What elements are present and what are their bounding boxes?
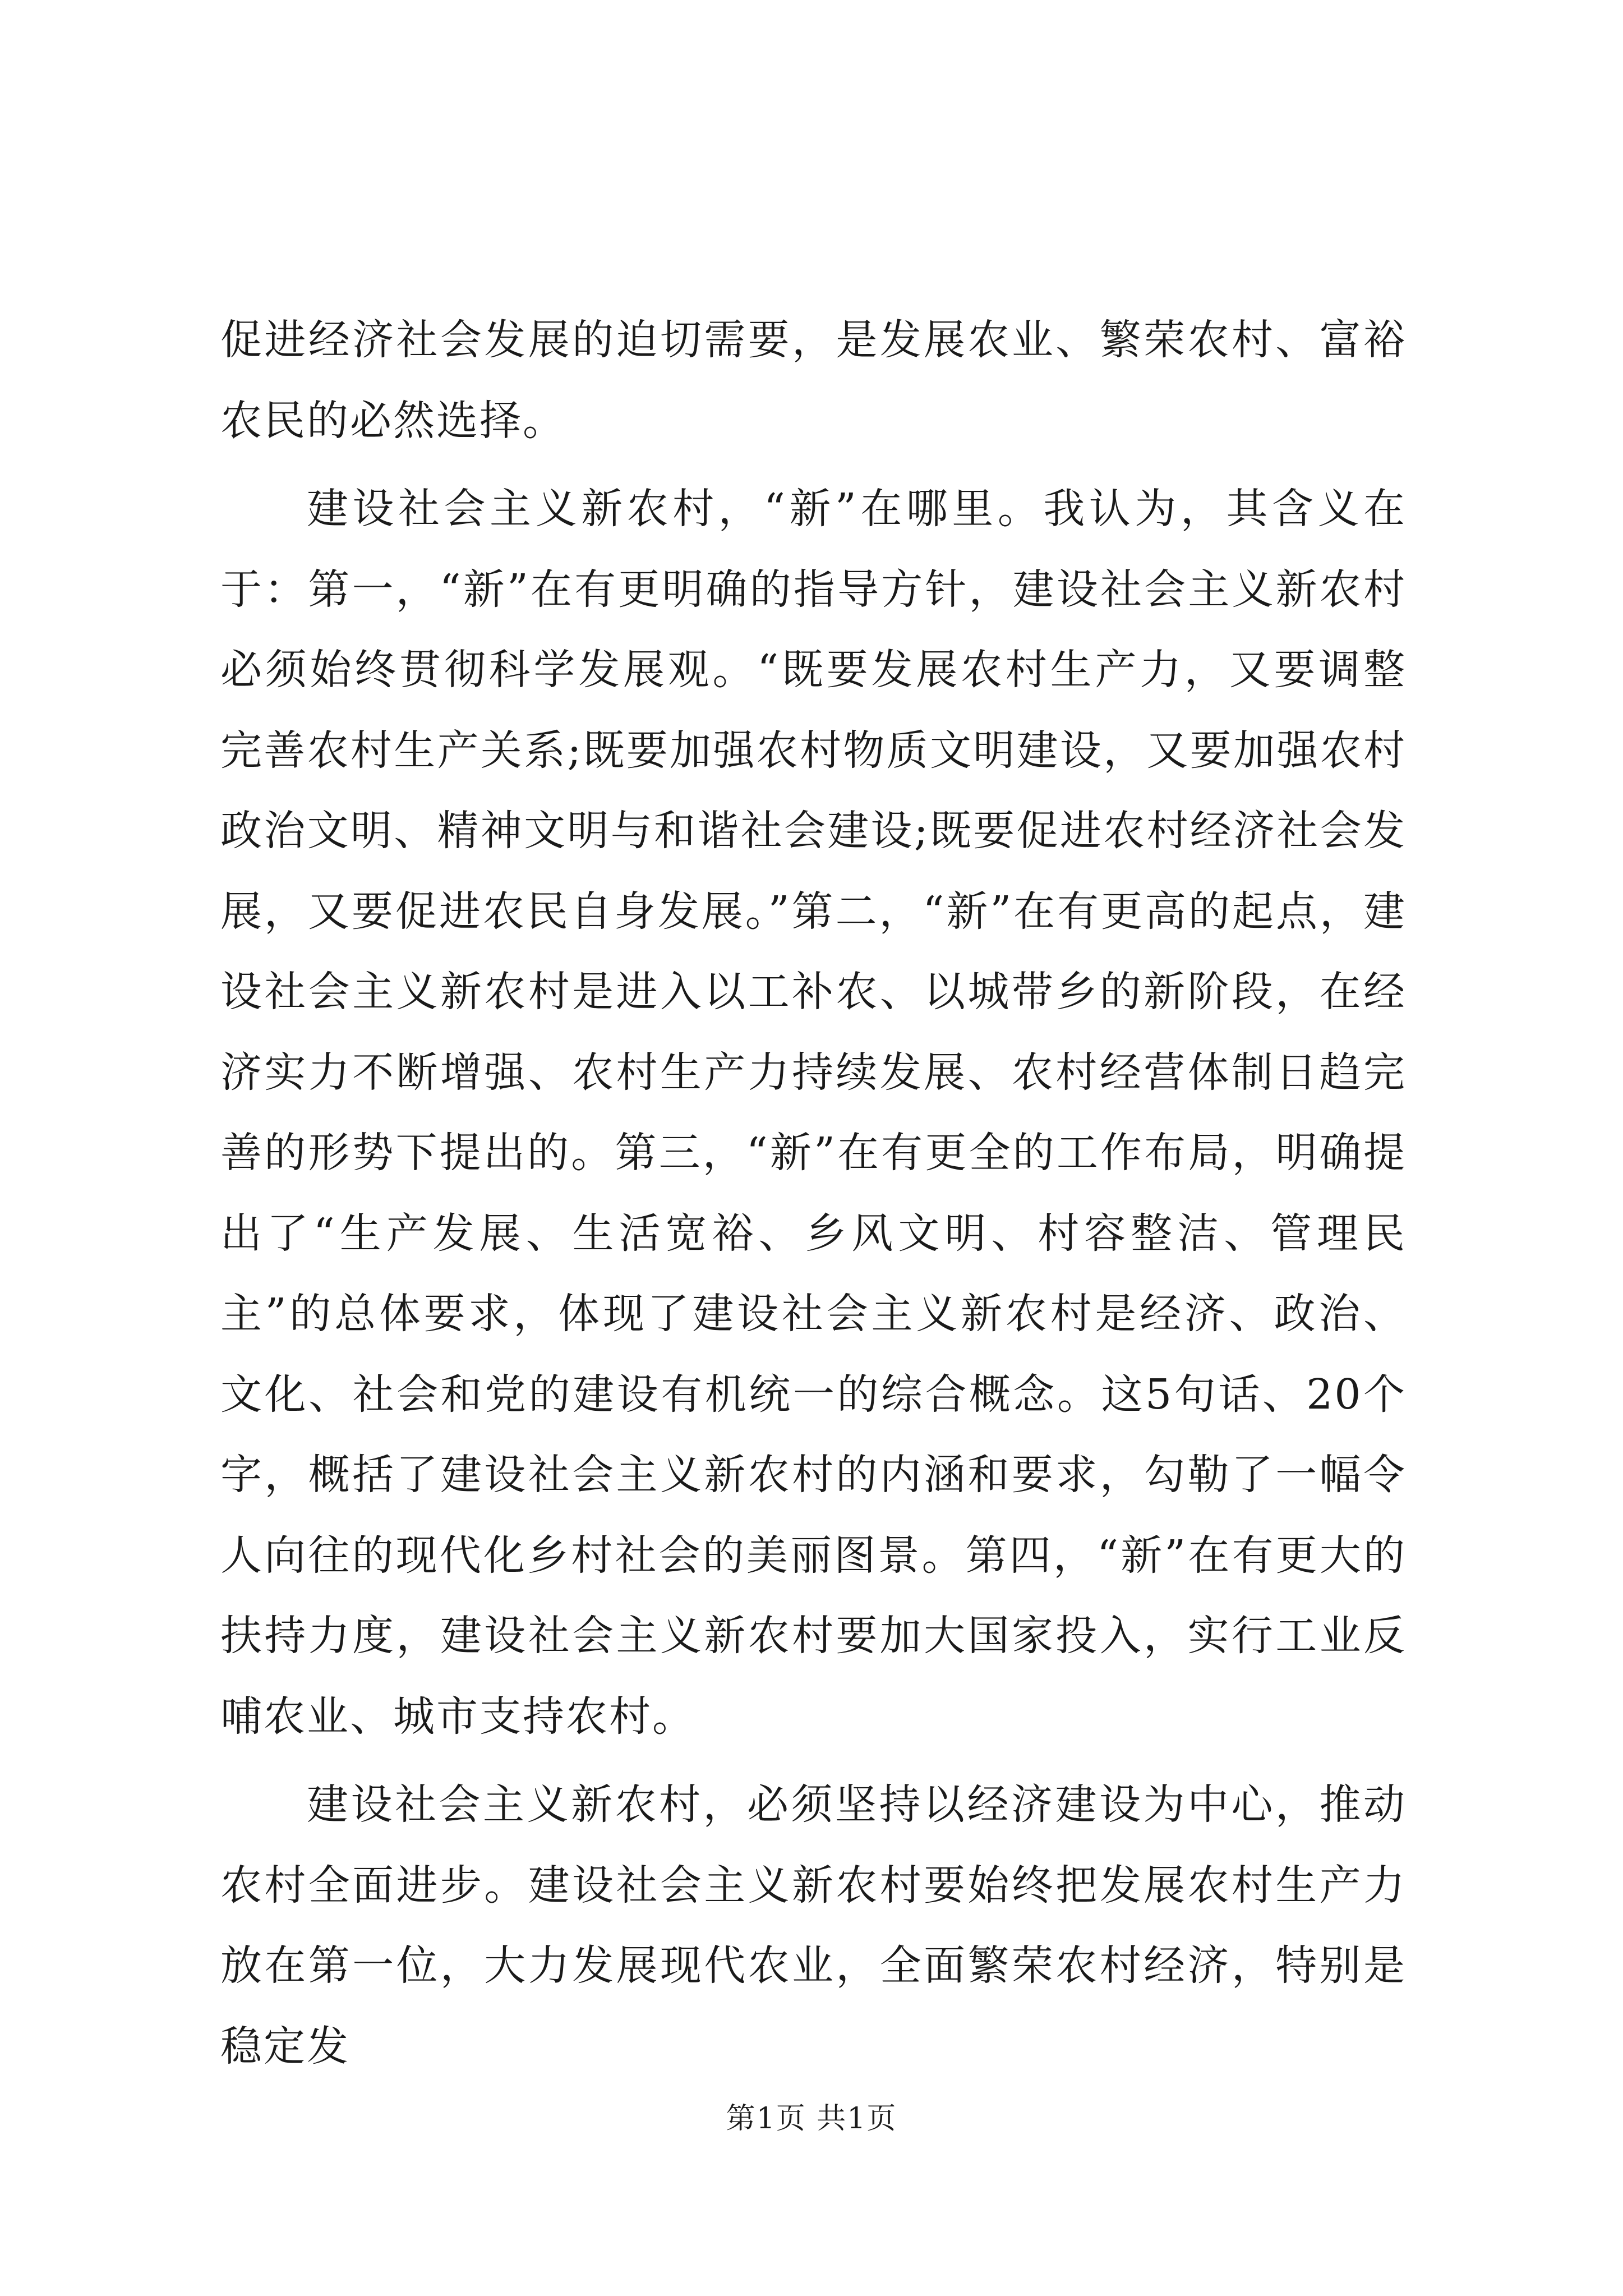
page-footer: 第1页 共1页 — [726, 2102, 897, 2136]
document-body — [220, 300, 1407, 2087]
paragraph-economic-center: 建设社会主义新农村，必须坚持以经济建设为中心，推动农村全面进步。建设社会主义新农村要始终把发展农村生产力放在第一位，大力发展现代农业，全面繁荣农村经济，特别是稳定发 — [220, 1780, 1407, 2070]
paragraph-new-meaning: 建设社会主义新农村，“新”在哪里。我认为，其含义在于：第一，“新”在有更明确的指导方针，建设社会主义新农村必须始终贯彻科学发展观。“既要发展农村生产力，又要调整完善农村生产关系;既要加强农村物质文明建设，又要加强农村政治文明、精神文明与和谐社会建设;既要促进农村经济社会发展，又要促进农民自身发展。”第二，“新”在有更高的起点，建设社会主义新农村是进入以工补农、以城带乡的新阶段，在经济实力不断增强、农村生产力持续发展、农村经营体制日趋完善的形势下提出的。第三，“新”在有更全的工作布局，明确提出了“生产发展、生活宽裕、乡风文明、村容整洁、管理民主”的总体要求，体现了建设社会主义新农村是经济、政治、文化、社会和党的建设有机统一的综合概念。这5句话、20个字，概括了建设社会主义新农村的内涵和要求，勾勒了一幅令人向往的现代化乡村社会的美丽图景。第四，“新”在有更大的扶持力度，建设社会主义新农村要加大国家投入，实行工业反哺农业、城市支持农村。 — [220, 485, 1407, 1741]
paragraph-continuation: 促进经济社会发展的迫切需要，是发展农业、繁荣农村、富裕农民的必然选择。 — [220, 316, 1407, 445]
